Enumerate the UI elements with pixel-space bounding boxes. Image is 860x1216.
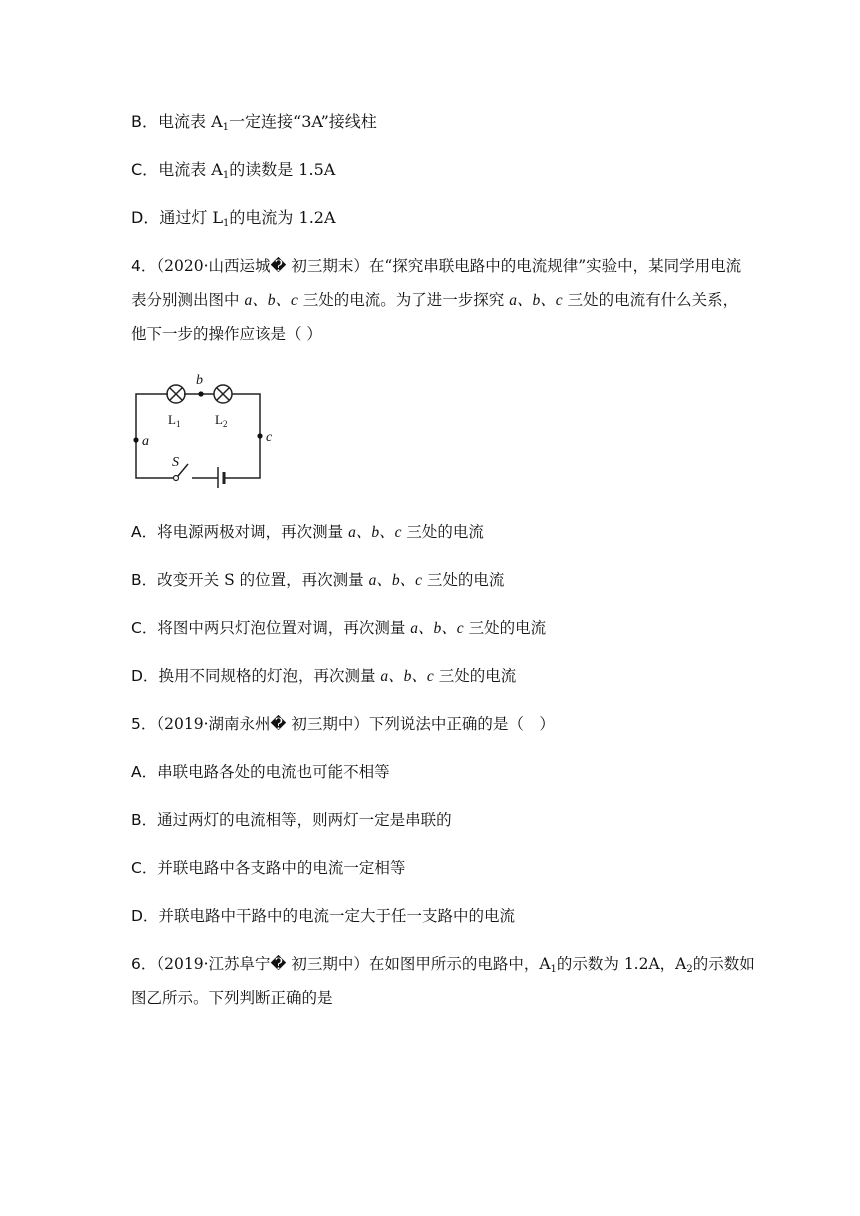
question-text: 他下一步的操作应该是（ ） [131,325,322,343]
option-text: 一定连接“3A”接线柱 [229,112,377,131]
q3-option-b [131,112,377,132]
question-number: 6． [131,955,157,973]
subscript: 1 [223,218,230,229]
subscript: 1 [222,122,230,133]
option-text: 将电源两极对调，再次测量 [157,523,344,541]
option-text: 电流表 A [157,112,223,131]
option-text: 将图中两只灯泡位置对调，再次测量 [157,619,406,637]
option-label: A． [131,763,158,781]
q6-stem-line2 [131,988,333,1008]
q4-stem-line2 [131,290,738,311]
option-label: B． [131,571,158,589]
option-label: C． [131,160,159,179]
option-text: 电流表 A [158,160,223,179]
option-label: D． [131,667,159,685]
q4-option-a [131,522,484,543]
points-abc: a、b、c [368,572,422,589]
option-text: 串联电路各处的电流也可能不相等 [157,763,390,781]
right-wire [224,394,260,478]
switch-contact [174,476,179,481]
subscript: 1 [222,170,230,181]
label-a: a [142,434,149,449]
option-text: 并联电路中各支路中的电流一定相等 [157,859,406,877]
label-l1-subscript: 1 [175,419,181,429]
q4-stem-line1 [131,256,741,276]
point-c-dot [257,433,262,438]
question-text: 的示数为 1.2A，A [556,955,687,973]
label-c: c [266,430,273,445]
q5-option-c [131,858,405,878]
q3-option-c [131,160,335,180]
option-label: D． [131,907,159,925]
label-s: S [172,455,179,470]
points-abc: a、b、c [380,668,434,685]
question-number: 5． [131,715,157,733]
points-abc: a、b、c [348,524,402,541]
option-text: 通过两灯的电流相等，则两灯一定是串联的 [157,811,452,829]
subscript: 2 [686,964,693,975]
label-l2: $L_2$ [215,412,228,429]
q6-stem-line1 [131,954,755,974]
q5-option-d [131,906,515,926]
option-text: 并联电路中干路中的电流一定大于任一支路中的电流 [158,907,515,925]
label-l1: $L_1$ [168,412,181,429]
series-circuit-diagram [128,370,278,488]
question-text: 表分别测出图中 [131,291,240,309]
points-abc: a、b、c [509,292,563,309]
option-label: A． [131,523,158,541]
question-text: （2019·湖南永州� 初三期中）下列说法中正确的是（ ） [156,715,555,733]
q4-stem-line3 [131,324,322,344]
q4-option-d [131,666,516,687]
q5-option-a [131,762,390,782]
question-text: （2019·江苏阜宁� 初三期中）在如图甲所示的电路中，A [156,955,551,973]
question-text: 图乙所示。下列判断正确的是 [131,989,333,1007]
question-text: 的示数如 [692,955,755,973]
option-text: 换用不同规格的灯泡，再次测量 [158,667,376,685]
option-label: B． [131,811,158,829]
question-text: 三处的电流有什么关系， [567,291,739,309]
option-text: 的读数是 1.5A [229,160,336,179]
label-b: b [196,373,203,388]
lamp-l2-cross [217,388,230,401]
point-a-dot [133,437,138,442]
q3-option-d [131,208,336,228]
points-abc: a、b、c [410,620,464,637]
option-text: 三处的电流 [438,667,517,685]
q5-option-b [131,810,452,830]
q4-option-c [131,618,546,639]
option-text: 改变开关 S 的位置，再次测量 [157,571,364,589]
option-text: 三处的电流 [426,571,505,589]
q4-option-b [131,570,504,591]
option-label: D． [131,208,160,227]
option-text: 三处的电流 [406,523,484,541]
option-label: C． [131,619,158,637]
option-label: C． [131,859,158,877]
q5-stem [131,714,555,734]
label-l2-subscript: 2 [222,419,228,429]
option-label: B． [131,112,158,131]
points-abc: a、b、c [244,292,298,309]
lamp-l1-cross [170,388,183,401]
subscript: 1 [550,964,557,975]
question-number: 4． [131,257,157,275]
point-b-dot [198,391,203,396]
switch-icon [178,464,188,476]
option-text: 的电流为 1.2A [229,208,336,227]
question-text: （2020·山西运城� 初三期末）在“探究串联电路中的电流规律”实验中，某同学用电流 [156,257,742,275]
option-text: 通过灯 L [159,208,224,227]
option-text: 三处的电流 [468,619,547,637]
question-text: 三处的电流。为了进一步探究 [302,291,505,309]
